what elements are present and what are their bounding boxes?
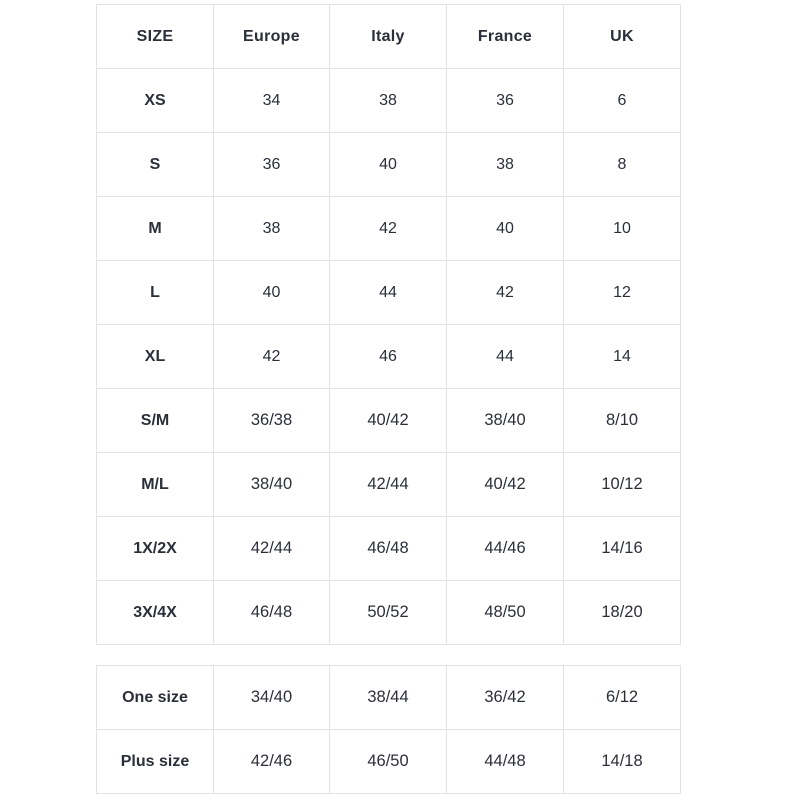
cell-uk: 8/10 xyxy=(564,389,681,453)
cell-italy: 46/48 xyxy=(330,517,447,581)
row-label: Plus size xyxy=(97,730,214,794)
table-row xyxy=(97,730,681,794)
row-label: XS xyxy=(97,69,214,133)
cell-uk: 6 xyxy=(564,69,681,133)
cell-uk: 14/18 xyxy=(564,730,681,794)
column-header-italy: Italy xyxy=(330,5,447,69)
row-label: L xyxy=(97,261,214,325)
table-row xyxy=(97,69,681,133)
cell-italy: 38/44 xyxy=(330,666,447,730)
row-label: 3X/4X xyxy=(97,581,214,645)
row-label: S/M xyxy=(97,389,214,453)
table-row xyxy=(97,389,681,453)
cell-europe: 40 xyxy=(214,261,330,325)
cell-europe: 34/40 xyxy=(214,666,330,730)
cell-france: 48/50 xyxy=(447,581,564,645)
cell-uk: 10/12 xyxy=(564,453,681,517)
cell-france: 36 xyxy=(447,69,564,133)
row-label: One size xyxy=(97,666,214,730)
cell-france: 42 xyxy=(447,261,564,325)
table-row xyxy=(97,666,681,730)
secondary-size-table xyxy=(96,665,681,794)
table-row xyxy=(97,133,681,197)
cell-italy: 44 xyxy=(330,261,447,325)
cell-europe: 38/40 xyxy=(214,453,330,517)
cell-italy: 40 xyxy=(330,133,447,197)
column-header-uk: UK xyxy=(564,5,681,69)
cell-italy: 42/44 xyxy=(330,453,447,517)
table-row xyxy=(97,197,681,261)
row-label: M/L xyxy=(97,453,214,517)
table-row xyxy=(97,325,681,389)
cell-italy: 40/42 xyxy=(330,389,447,453)
cell-europe: 36/38 xyxy=(214,389,330,453)
cell-uk: 8 xyxy=(564,133,681,197)
cell-europe: 38 xyxy=(214,197,330,261)
cell-france: 38 xyxy=(447,133,564,197)
cell-uk: 10 xyxy=(564,197,681,261)
main-size-table xyxy=(96,4,681,645)
row-label: S xyxy=(97,133,214,197)
cell-uk: 18/20 xyxy=(564,581,681,645)
cell-europe: 42/44 xyxy=(214,517,330,581)
cell-uk: 14 xyxy=(564,325,681,389)
column-header-france: France xyxy=(447,5,564,69)
column-header-size: SIZE xyxy=(97,5,214,69)
cell-italy: 38 xyxy=(330,69,447,133)
cell-italy: 42 xyxy=(330,197,447,261)
row-label: 1X/2X xyxy=(97,517,214,581)
row-label: XL xyxy=(97,325,214,389)
table-row xyxy=(97,581,681,645)
cell-uk: 12 xyxy=(564,261,681,325)
cell-uk: 6/12 xyxy=(564,666,681,730)
row-label: M xyxy=(97,197,214,261)
table-header-row xyxy=(97,5,681,69)
table-row xyxy=(97,517,681,581)
table-row xyxy=(97,453,681,517)
secondary-size-table-container xyxy=(96,665,680,794)
cell-italy: 46 xyxy=(330,325,447,389)
cell-italy: 50/52 xyxy=(330,581,447,645)
cell-france: 38/40 xyxy=(447,389,564,453)
cell-europe: 42/46 xyxy=(214,730,330,794)
cell-france: 40/42 xyxy=(447,453,564,517)
cell-france: 44 xyxy=(447,325,564,389)
column-header-europe: Europe xyxy=(214,5,330,69)
cell-europe: 42 xyxy=(214,325,330,389)
cell-france: 44/48 xyxy=(447,730,564,794)
cell-france: 36/42 xyxy=(447,666,564,730)
cell-europe: 46/48 xyxy=(214,581,330,645)
cell-france: 40 xyxy=(447,197,564,261)
main-size-table-container xyxy=(96,4,680,645)
cell-france: 44/46 xyxy=(447,517,564,581)
cell-europe: 36 xyxy=(214,133,330,197)
cell-italy: 46/50 xyxy=(330,730,447,794)
cell-europe: 34 xyxy=(214,69,330,133)
table-row xyxy=(97,261,681,325)
cell-uk: 14/16 xyxy=(564,517,681,581)
